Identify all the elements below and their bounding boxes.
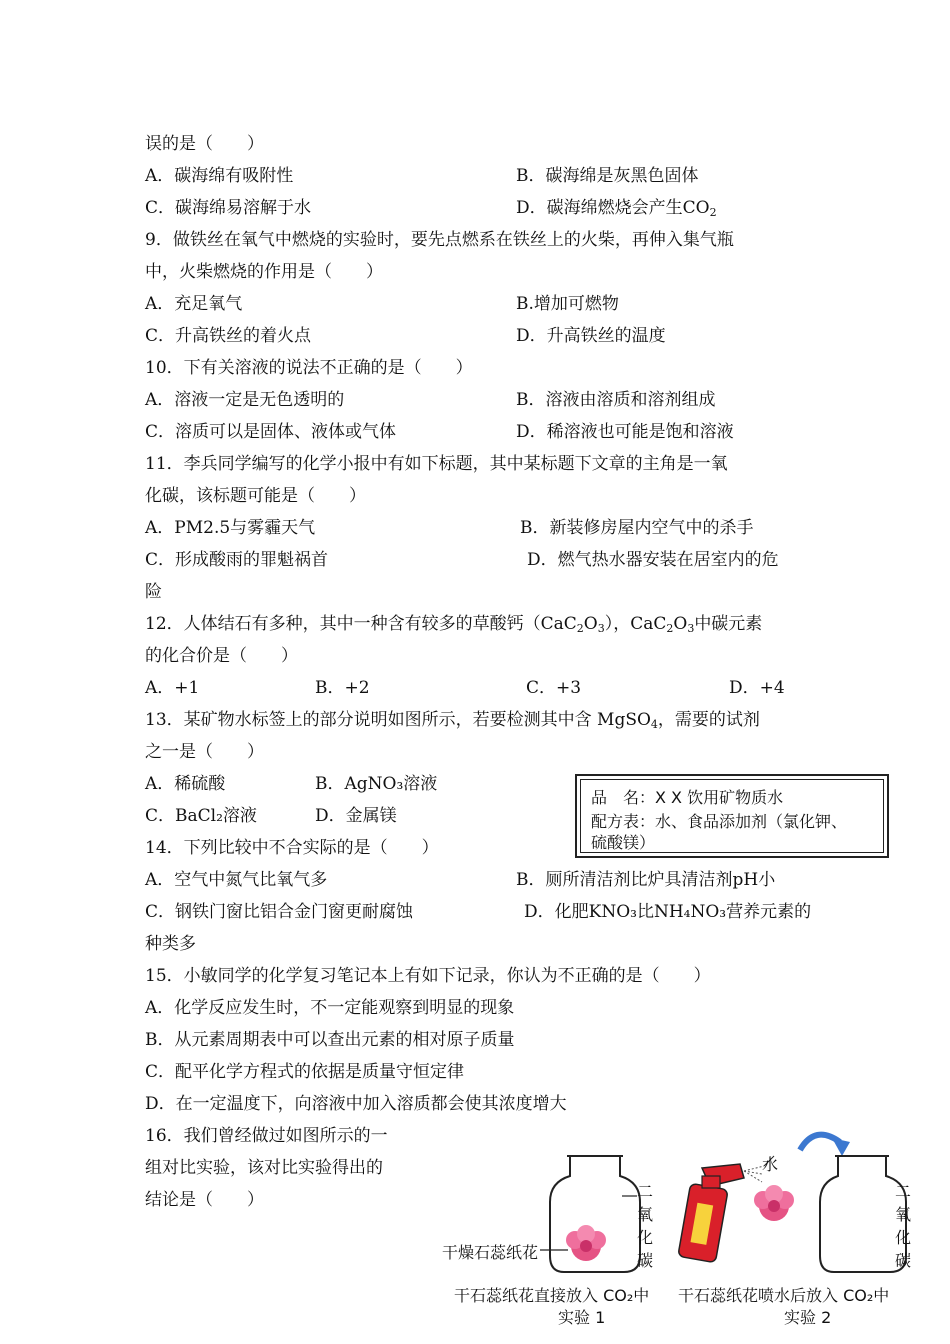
q11-option-d-wrap: 险 — [145, 582, 162, 602]
q14-option-c[interactable]: C．钢铁门窗比铝合金门窗更耐腐蚀 — [145, 902, 414, 922]
q12-stem: 12．人体结石有多种，其中一种含有较多的草酸钙$(CaC_2O_3)$，$CaC_2O_3$中碳元素 — [145, 614, 763, 635]
q12-stem-2: 的化合价是（ ） — [145, 646, 298, 666]
q16-stem-3: 结论是（ ） — [145, 1190, 264, 1210]
water-label: 水 — [762, 1155, 779, 1174]
caption-experiment-2: 干石蕊纸花喷水后放入 CO₂中 — [678, 1286, 890, 1305]
q13-stem: 13．某矿物水标签上的部分说明如图所示，若要检测其中含 MgSO$_4$，需要的试剂 — [145, 710, 760, 731]
flower-label: 干燥石蕊纸花 — [442, 1243, 539, 1262]
q11-stem: 11．李兵同学编写的化学小报中有如下标题，其中某标题下文章的主角是一氧 — [145, 454, 728, 474]
q14-option-b[interactable]: B．厕所清洁剂比炉具清洁剂pH小 — [516, 870, 776, 890]
q11-option-a[interactable]: A．PM2.5与雾霾天气 — [145, 518, 316, 538]
experiment-1-title: 实验 1 — [558, 1308, 606, 1327]
q8-option-c[interactable]: C．碳海绵易溶解于水 — [145, 198, 312, 218]
q16-stem: 16．我们曾经做过如图所示的一 — [145, 1126, 388, 1146]
co2-experiment-figure — [440, 1120, 920, 1342]
q14-option-d-wrap: 种类多 — [145, 934, 196, 954]
q14-stem: 14．下列比较中不合实际的是（ ） — [145, 838, 439, 858]
label-formula-wrap: 硫酸镁） — [591, 833, 656, 852]
q8-stem-tail: 误的是（ ） — [145, 134, 264, 154]
q14-option-d[interactable]: D．化肥KNO₃比NH₄NO₃营养元素的 — [524, 902, 812, 922]
mineral-water-label — [575, 774, 889, 858]
q16-stem-2: 组对比实验，该对比实验得出的 — [145, 1158, 383, 1178]
q13-option-b[interactable]: B．AgNO₃溶液 — [315, 774, 438, 794]
co2-label-right: 二氧化碳 — [894, 1182, 911, 1270]
q15-option-a[interactable]: A．化学反应发生时，不一定能观察到明显的现象 — [145, 998, 515, 1018]
q11-option-d[interactable]: D．燃气热水器安装在居室内的危 — [527, 550, 779, 570]
q14-option-a[interactable]: A．空气中氮气比氧气多 — [145, 870, 328, 890]
q8-option-a[interactable]: A．碳海绵有吸附性 — [145, 166, 294, 186]
curved-arrow-icon — [800, 1135, 850, 1156]
q10-option-b[interactable]: B．溶液由溶质和溶剂组成 — [516, 390, 716, 410]
co2-label-left: 二氧化碳 — [636, 1182, 653, 1270]
q15-option-d[interactable]: D．在一定温度下，向溶液中加入溶质都会使其浓度增大 — [145, 1094, 567, 1114]
q15-stem: 15．小敏同学的化学复习笔记本上有如下记录，你认为不正确的是（ ） — [145, 966, 711, 986]
label-product-name: 品 名：X X 饮用矿物质水 — [591, 788, 784, 807]
q15-option-b[interactable]: B．从元素周期表中可以查出元素的相对原子质量 — [145, 1030, 515, 1050]
q8-option-d[interactable]: D．碳海绵燃烧会产生$CO_2$ — [516, 198, 717, 219]
q9-stem-2: 中，火柴燃烧的作用是（ ） — [145, 262, 383, 282]
flower-icon — [754, 1185, 794, 1221]
caption-experiment-1: 干石蕊纸花直接放入 CO₂中 — [454, 1286, 650, 1305]
q13-stem-2: 之一是（ ） — [145, 742, 264, 762]
q15-option-c[interactable]: C．配平化学方程式的依据是质量守恒定律 — [145, 1062, 465, 1082]
q12-option-a[interactable]: A．+1 — [145, 678, 200, 698]
q10-stem: 10．下有关溶液的说法不正确的是（ ） — [145, 358, 473, 378]
q10-option-a[interactable]: A．溶液一定是无色透明的 — [145, 390, 345, 410]
q10-option-c[interactable]: C．溶质可以是固体、液体或气体 — [145, 422, 397, 442]
q13-option-c[interactable]: C．BaCl₂溶液 — [145, 806, 257, 826]
q9-option-d[interactable]: D．升高铁丝的温度 — [516, 326, 666, 346]
label-formula: 配方表：水、食品添加剂（氯化钾、 — [591, 812, 848, 831]
q13-option-d[interactable]: D．金属镁 — [315, 806, 397, 826]
q9-option-a[interactable]: A．充足氧气 — [145, 294, 243, 314]
q11-option-b[interactable]: B．新装修房屋内空气中的杀手 — [520, 518, 754, 538]
experiment-2-title: 实验 2 — [784, 1308, 832, 1327]
q12-option-c[interactable]: C．+3 — [526, 678, 582, 698]
q11-stem-2: 化碳，该标题可能是（ ） — [145, 486, 366, 506]
q9-option-c[interactable]: C．升高铁丝的着火点 — [145, 326, 312, 346]
q10-option-d[interactable]: D．稀溶液也可能是饱和溶液 — [516, 422, 734, 442]
q11-option-c[interactable]: C．形成酸雨的罪魁祸首 — [145, 550, 329, 570]
q13-option-a[interactable]: A．稀硫酸 — [145, 774, 226, 794]
q12-option-d[interactable]: D．+4 — [729, 678, 785, 698]
q8-option-b[interactable]: B．碳海绵是灰黑色固体 — [516, 166, 699, 186]
q12-option-b[interactable]: B．+2 — [315, 678, 370, 698]
q9-stem: 9．做铁丝在氧气中燃烧的实验时，要先点燃系在铁丝上的火柴，再伸入集气瓶 — [145, 230, 734, 250]
q9-option-b[interactable]: B.增加可燃物 — [516, 294, 619, 314]
